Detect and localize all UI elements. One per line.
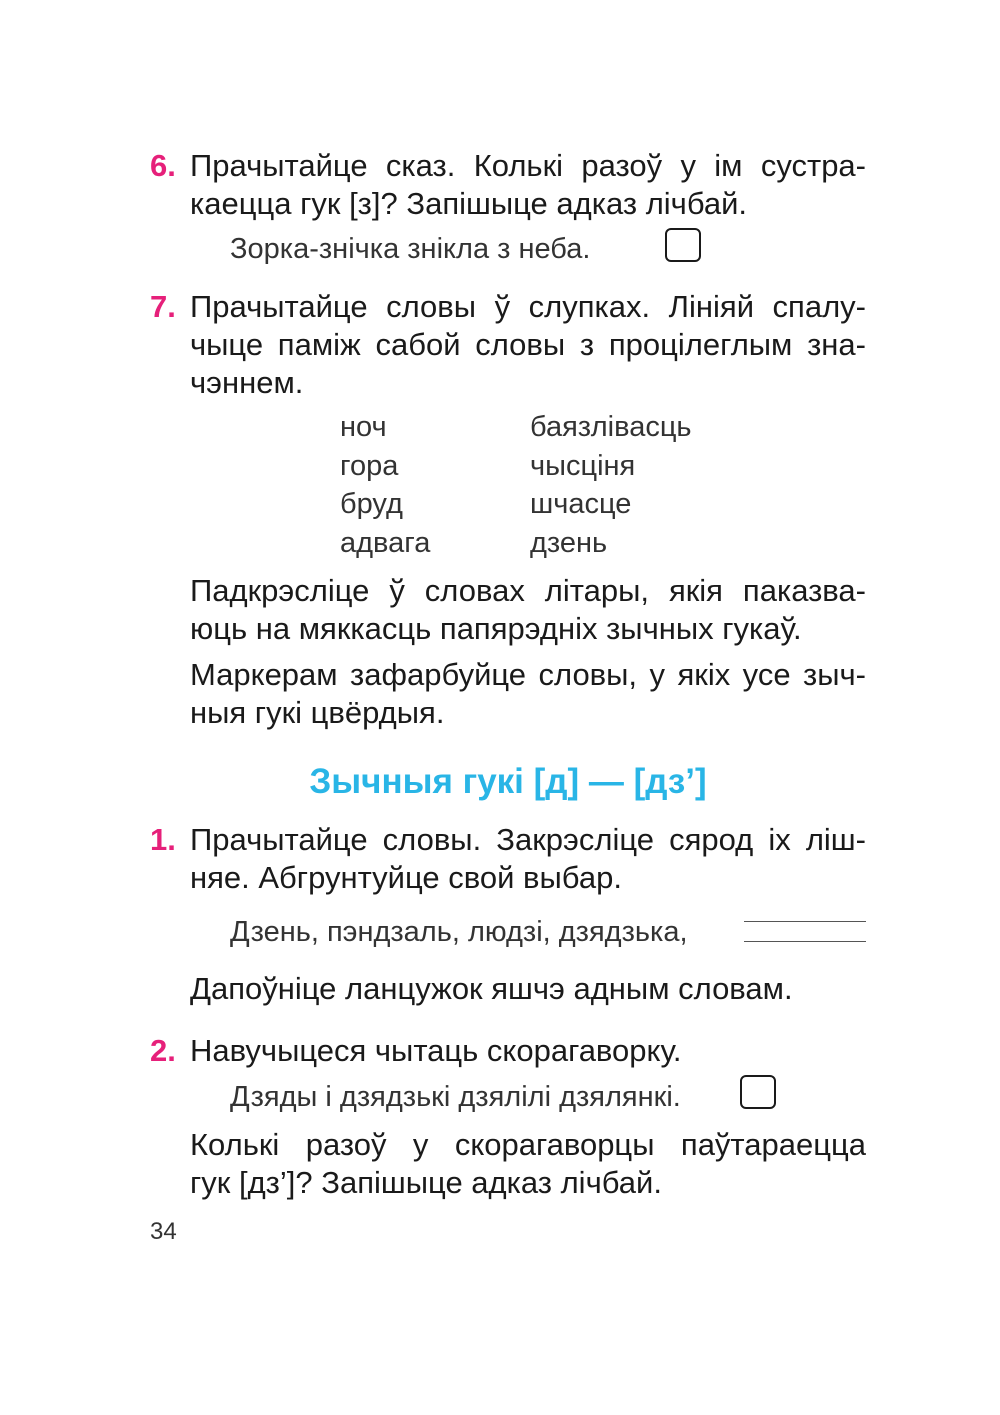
exercise-7-task-b-line-2: ныя гукі цвёрдыя. [190, 695, 445, 730]
exercise-2-number: 2. [150, 1033, 176, 1068]
right-column-word[interactable]: баязлівасць [530, 411, 692, 443]
answer-line[interactable] [744, 941, 866, 942]
exercise-6-text-line-2: каецца гук [з]? Запішыце адказ лічбай. [190, 186, 748, 221]
right-column-word[interactable]: дзень [530, 527, 608, 559]
exercise-6-text-line-1: Прачытайце сказ. Колькі разоў у ім сустра- [190, 148, 866, 183]
right-column-word[interactable]: чысціня [530, 450, 636, 482]
left-column-word[interactable]: адвага [340, 527, 431, 559]
left-column-word[interactable]: гора [340, 450, 399, 482]
exercise-2-task-line-2: гук [дз’]? Запішыце адказ лічбай. [190, 1165, 662, 1200]
exercise-7-text-line-2: чыце паміж сабой словы з процілеглым зна- [190, 327, 866, 362]
exercise-7-text-line-1: Прачытайце словы ў слупках. Лініяй спалу- [190, 289, 866, 324]
exercise-6-answer-box[interactable] [665, 228, 701, 262]
exercise-1-text-line-2: няе. Абгрунтуйце свой выбар. [190, 860, 622, 895]
exercise-7-text-line-3: чэннем. [190, 365, 304, 400]
exercise-7-number: 7. [150, 289, 176, 324]
right-column-word[interactable]: шчасце [530, 488, 632, 520]
exercise-7-task-a-line-2: юць на мяккасць папярэдніх зычных гукаў. [190, 611, 802, 646]
exercise-1-text-line-1: Прачытайце словы. Закрэсліце сярод іх ліш- [190, 822, 866, 857]
exercise-2-answer-box[interactable] [740, 1075, 776, 1109]
exercise-2-task-line-1: Колькі разоў у скорагаворцы паўтараецца [190, 1127, 866, 1162]
exercise-1-example: Дзень, пэндзаль, людзі, дзядзька, [230, 916, 688, 948]
page-number: 34 [150, 1218, 177, 1245]
exercise-6-number: 6. [150, 148, 176, 183]
exercise-1-number: 1. [150, 822, 176, 857]
left-column-word[interactable]: бруд [340, 488, 403, 520]
answer-line[interactable] [744, 921, 866, 922]
section-heading: Зычныя гукі [д] — [дз’] [309, 762, 707, 801]
left-column-word[interactable]: ноч [340, 411, 387, 443]
exercise-7-task-b-line-1: Маркерам зафарбуйце словы, у якіх усе зыч- [190, 657, 866, 692]
exercise-2-example: Дзяды і дзядзькі дзялілі дзялянкі. [230, 1081, 681, 1113]
exercise-2-text-line: Навучыцеся чытаць скорагаворку. [190, 1033, 682, 1068]
exercise-1-task: Дапоўніце ланцужок яшчэ адным словам. [190, 971, 793, 1006]
exercise-7-task-a-line-1: Падкрэсліце ў словах літары, якія паказва- [190, 573, 866, 608]
exercise-6-example: Зорка-знічка знікла з неба. [230, 233, 591, 265]
